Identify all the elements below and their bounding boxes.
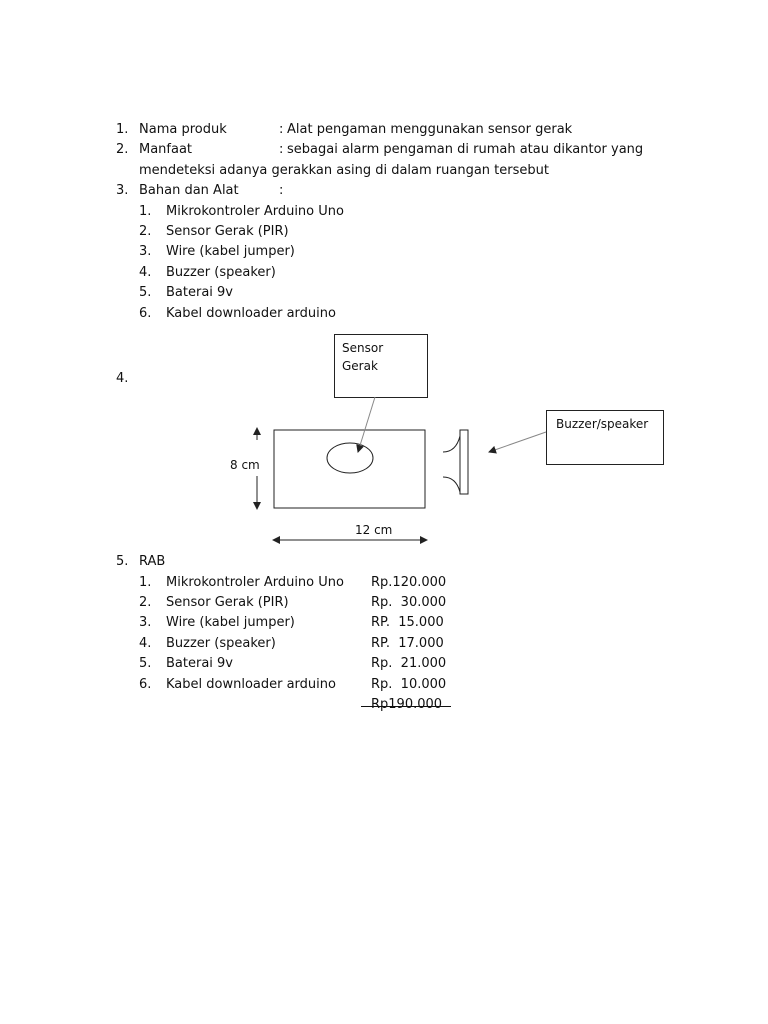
material-number: 3. (139, 244, 152, 259)
pir-sensor-ellipse (327, 443, 373, 473)
rab-row-text: Kabel downloader arduino (166, 677, 336, 692)
item-1-colon: : (279, 122, 284, 137)
rab-row-number: 6. (139, 677, 152, 692)
rab-row-price: Rp. 30.000 (371, 595, 447, 610)
item-4-number: 4. (116, 371, 129, 386)
rab-row-number: 1. (139, 575, 152, 590)
rab-row-price: RP. 17.000 (371, 636, 444, 651)
buzzer-label: Buzzer/speaker (556, 417, 649, 431)
item-3-number: 3. (116, 183, 129, 198)
rab-row-text: Sensor Gerak (PIR) (166, 595, 289, 610)
rab-row-price: Rp. 10.000 (371, 677, 447, 692)
item-2-value-continued: mendeteksi adanya gerakkan asing di dalam ruangan tersebut (139, 163, 549, 178)
device-body (274, 430, 425, 508)
material-number: 2. (139, 224, 152, 239)
material-text: Mikrokontroler Arduino Uno (166, 204, 344, 219)
item-2-label: Manfaat (139, 142, 193, 157)
material-number: 6. (139, 306, 152, 321)
speaker-plate (460, 430, 468, 494)
material-number: 4. (139, 265, 152, 280)
item-1-label: Nama produk (139, 122, 227, 137)
item-2-value: sebagai alarm pengaman di rumah atau dikantor yang (287, 142, 644, 157)
rab-row-text: Buzzer (speaker) (166, 636, 276, 651)
rab-row-text: Wire (kabel jumper) (166, 615, 295, 630)
width-dimension-label: 12 cm (355, 523, 393, 537)
sensor-label: Sensor Gerak (342, 341, 384, 373)
speaker-curve-top (443, 436, 460, 452)
material-number: 5. (139, 285, 152, 300)
material-text: Buzzer (speaker) (166, 265, 276, 280)
height-dimension-label: 8 cm (230, 458, 260, 472)
material-number: 1. (139, 204, 152, 219)
rab-row-price: Rp. 21.000 (371, 656, 447, 671)
rab-row-price: RP. 15.000 (371, 615, 444, 630)
rab-row-text: Mikrokontroler Arduino Uno (166, 575, 344, 590)
rab-row-text: Baterai 9v (166, 656, 233, 671)
buzzer-pointer-arrow (489, 432, 546, 452)
material-text: Baterai 9v (166, 285, 233, 300)
item-5-number: 5. (116, 554, 129, 569)
item-2-colon: : (279, 142, 284, 157)
sensor-pointer-arrow (358, 397, 375, 452)
material-text: Kabel downloader arduino (166, 306, 336, 321)
rab-row-number: 5. (139, 656, 152, 671)
material-text: Wire (kabel jumper) (166, 244, 295, 259)
speaker-curve-bottom (443, 477, 460, 492)
rab-row-price: Rp.120.000 (371, 575, 447, 590)
item-3-label: Bahan dan Alat (139, 183, 239, 198)
rab-row-number: 2. (139, 595, 152, 610)
item-1-value: Alat pengaman menggunakan sensor gerak (287, 122, 573, 137)
item-3-colon: : (279, 183, 284, 198)
item-5-label: RAB (139, 554, 166, 569)
rab-total: Rp190.000 (371, 697, 443, 712)
item-1-number: 1. (116, 122, 129, 137)
item-2-number: 2. (116, 142, 129, 157)
material-text: Sensor Gerak (PIR) (166, 224, 289, 239)
rab-row-number: 4. (139, 636, 152, 651)
rab-row-number: 3. (139, 615, 152, 630)
